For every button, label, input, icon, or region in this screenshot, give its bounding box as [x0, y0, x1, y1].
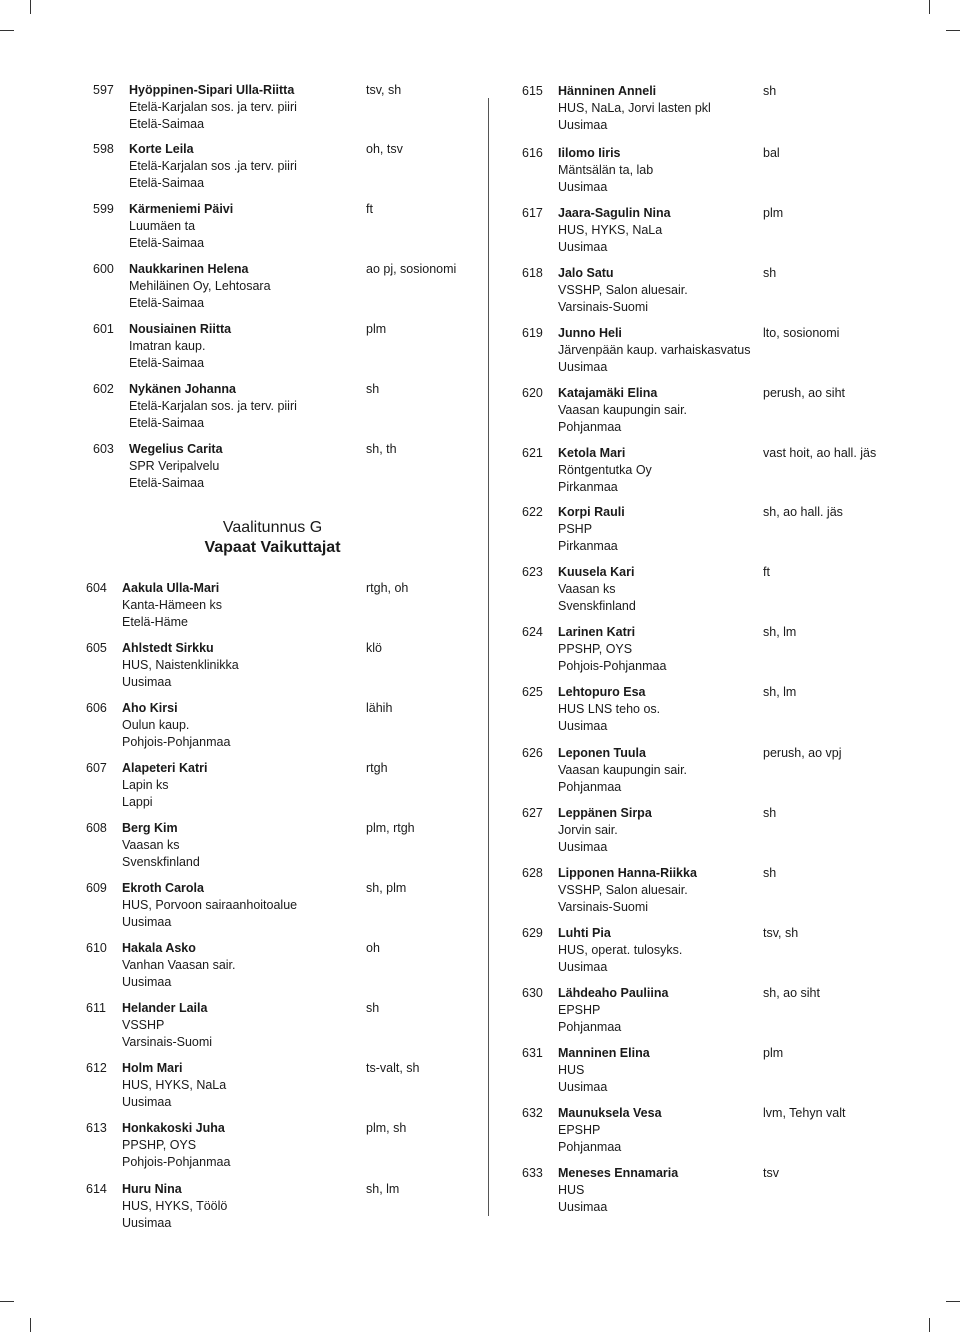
- entry-workplace: HUS, Naistenklinikka: [122, 658, 239, 672]
- entry-region: Etelä-Saimaa: [129, 416, 205, 430]
- entry-number: 629: [522, 926, 543, 940]
- entry-workplace: Mehiläinen Oy, Lehtosara: [129, 279, 271, 293]
- entry-name: Meneses Ennamaria: [558, 1166, 679, 1180]
- entry-workplace: PSHP: [558, 522, 593, 536]
- entry-role: sh, th: [366, 442, 397, 456]
- entry-role: sh, lm: [763, 685, 797, 699]
- entry-role: oh: [366, 941, 380, 955]
- entry-workplace: HUS, operat. tulosyks.: [558, 943, 683, 957]
- entry-role: sh: [763, 266, 777, 280]
- entry-region: Uusimaa: [122, 915, 172, 929]
- entry-workplace: Etelä-Karjalan sos. ja terv. piiri: [129, 100, 297, 114]
- entry-workplace: Vaasan kaupungin sair.: [558, 763, 688, 777]
- entry-role: lähih: [366, 701, 393, 715]
- entry-name: Ahlstedt Sirkku: [122, 641, 214, 655]
- entry-role: bal: [763, 146, 780, 160]
- entry-workplace: EPSHP: [558, 1123, 601, 1137]
- entry-number: 610: [86, 941, 107, 955]
- entry-name: Hakala Asko: [122, 941, 196, 955]
- entry-region: Uusimaa: [122, 1095, 172, 1109]
- entry-role: sh, lm: [366, 1182, 400, 1196]
- entry-workplace: HUS, HYKS, NaLa: [558, 223, 663, 237]
- entry-workplace: Lapin ks: [122, 778, 169, 792]
- entry-role: sh: [366, 1001, 380, 1015]
- entry-number: 627: [522, 806, 543, 820]
- entry-region: Uusimaa: [558, 360, 608, 374]
- entry-workplace: EPSHP: [558, 1003, 601, 1017]
- entry-region: Uusimaa: [558, 840, 608, 854]
- entry-name: Junno Heli: [558, 326, 622, 340]
- entry-name: Aakula Ulla-Mari: [122, 581, 220, 595]
- entry-workplace: Vaasan ks: [558, 582, 616, 596]
- entry-workplace: HUS, HYKS, NaLa: [122, 1078, 227, 1092]
- entry-role: ft: [763, 565, 770, 579]
- entry-role: lto, sosionomi: [763, 326, 840, 340]
- entry-number: 599: [93, 202, 114, 216]
- entry-number: 609: [86, 881, 107, 895]
- entry-region: Uusimaa: [558, 180, 608, 194]
- entry-number: 624: [522, 625, 543, 639]
- entry-workplace: Röntgentutka Oy: [558, 463, 652, 477]
- entry-name: Lähdeaho Pauliina: [558, 986, 669, 1000]
- entry-role: plm, rtgh: [366, 821, 415, 835]
- entry-number: 630: [522, 986, 543, 1000]
- entry-role: tsv, sh: [366, 83, 402, 97]
- entry-role: sh: [763, 84, 777, 98]
- entry-region: Uusimaa: [122, 675, 172, 689]
- entry-name: Aho Kirsi: [122, 701, 178, 715]
- entry-number: 619: [522, 326, 543, 340]
- entry-name: Korpi Rauli: [558, 505, 625, 519]
- entry-name: Leponen Tuula: [558, 746, 646, 760]
- entry-region: Etelä-Saimaa: [129, 356, 205, 370]
- entry-name: Naukkarinen Helena: [129, 262, 249, 276]
- entry-region: Pohjois-Pohjanmaa: [558, 659, 667, 673]
- entry-role: rtgh: [366, 761, 388, 775]
- entry-region: Uusimaa: [558, 240, 608, 254]
- entry-name: Jaara-Sagulin Nina: [558, 206, 671, 220]
- entry-workplace: HUS, NaLa, Jorvi lasten pkl: [558, 101, 711, 115]
- entry-name: Ekroth Carola: [122, 881, 204, 895]
- entry-region: Pohjanmaa: [558, 1020, 622, 1034]
- entry-name: Manninen Elina: [558, 1046, 650, 1060]
- entry-workplace: Etelä-Karjalan sos. ja terv. piiri: [129, 399, 297, 413]
- entry-workplace: PPSHP, OYS: [558, 642, 633, 656]
- entry-region: Uusimaa: [558, 1200, 608, 1214]
- entry-role: perush, ao vpj: [763, 746, 842, 760]
- entry-role: ao pj, sosionomi: [366, 262, 457, 276]
- entry-name: Wegelius Carita: [129, 442, 223, 456]
- entry-region: Etelä-Saimaa: [129, 176, 205, 190]
- entry-region: Etelä-Häme: [122, 615, 188, 629]
- entry-workplace: Vaasan kaupungin sair.: [558, 403, 688, 417]
- entry-role: lvm, Tehyn valt: [763, 1106, 846, 1120]
- entry-number: 598: [93, 142, 114, 156]
- entry-region: Varsinais-Suomi: [558, 900, 649, 914]
- entry-name: Huru Nina: [122, 1182, 182, 1196]
- entry-region: Pohjanmaa: [558, 1140, 622, 1154]
- entry-region: Uusimaa: [558, 960, 608, 974]
- entry-role: oh, tsv: [366, 142, 403, 156]
- entry-workplace: Imatran kaup.: [129, 339, 206, 353]
- entry-role: plm, sh: [366, 1121, 407, 1135]
- crop-mark: [946, 1301, 960, 1302]
- entry-workplace: Järvenpään kaup. varhaiskasvatus: [558, 343, 751, 357]
- entry-number: 628: [522, 866, 543, 880]
- entry-workplace: Luumäen ta: [129, 219, 196, 233]
- entry-region: Etelä-Saimaa: [129, 236, 205, 250]
- entry-workplace: HUS LNS teho os.: [558, 702, 661, 716]
- entry-workplace: HUS, Porvoon sairaanhoitoalue: [122, 898, 298, 912]
- entry-number: 604: [86, 581, 107, 595]
- crop-mark: [929, 0, 930, 14]
- entry-role: tsv, sh: [763, 926, 799, 940]
- entry-role: vast hoit, ao hall. jäs: [763, 446, 877, 460]
- entry-region: Etelä-Saimaa: [129, 476, 205, 490]
- entry-role: plm: [366, 322, 387, 336]
- entry-name: Ketola Mari: [558, 446, 626, 460]
- entry-number: 633: [522, 1166, 543, 1180]
- entry-region: Pirkanmaa: [558, 480, 618, 494]
- entry-number: 620: [522, 386, 543, 400]
- entry-name: Nykänen Johanna: [129, 382, 236, 396]
- entry-region: Uusimaa: [558, 719, 608, 733]
- entry-workplace: VSSHP, Salon aluesair.: [558, 283, 688, 297]
- entry-region: Pohjanmaa: [558, 420, 622, 434]
- entry-number: 597: [93, 83, 114, 97]
- entry-role: ft: [366, 202, 373, 216]
- entry-region: Pohjanmaa: [558, 780, 622, 794]
- entry-name: Maunuksela Vesa: [558, 1106, 662, 1120]
- entry-number: 625: [522, 685, 543, 699]
- entry-number: 626: [522, 746, 543, 760]
- entry-workplace: PPSHP, OYS: [122, 1138, 197, 1152]
- entry-number: 600: [93, 262, 114, 276]
- entry-workplace: VSSHP: [122, 1018, 165, 1032]
- entry-region: Svenskfinland: [122, 855, 200, 869]
- entry-number: 611: [86, 1001, 106, 1015]
- entry-workplace: Vaasan ks: [122, 838, 180, 852]
- entry-name: Honkakoski Juha: [122, 1121, 225, 1135]
- entry-number: 602: [93, 382, 114, 396]
- entry-workplace: Vanhan Vaasan sair.: [122, 958, 236, 972]
- entry-number: 618: [522, 266, 543, 280]
- crop-mark: [929, 1318, 930, 1332]
- entry-region: Uusimaa: [122, 1216, 172, 1230]
- entry-role: sh: [366, 382, 380, 396]
- entry-name: Lipponen Hanna-Riikka: [558, 866, 697, 880]
- entry-workplace: Etelä-Karjalan sos .ja terv. piiri: [129, 159, 297, 173]
- entry-region: Pohjois-Pohjanmaa: [122, 1155, 231, 1169]
- entry-workplace: VSSHP, Salon aluesair.: [558, 883, 688, 897]
- entry-role: ts-valt, sh: [366, 1061, 420, 1075]
- entry-number: 617: [522, 206, 543, 220]
- entry-role: rtgh, oh: [366, 581, 409, 595]
- entry-region: Uusimaa: [122, 975, 172, 989]
- entry-role: sh, ao hall. jäs: [763, 505, 843, 519]
- entry-region: Varsinais-Suomi: [558, 300, 649, 314]
- entry-name: Leppänen Sirpa: [558, 806, 652, 820]
- entry-name: Alapeteri Katri: [122, 761, 208, 775]
- entry-role: sh, plm: [366, 881, 407, 895]
- entry-role: plm: [763, 206, 784, 220]
- entry-role: sh: [763, 806, 777, 820]
- entry-region: Etelä-Saimaa: [129, 117, 205, 131]
- entry-workplace: HUS: [558, 1183, 585, 1197]
- entry-region: Svenskfinland: [558, 599, 636, 613]
- entry-region: Pohjois-Pohjanmaa: [122, 735, 231, 749]
- entry-name: Nousiainen Riitta: [129, 322, 232, 336]
- entry-name: Katajamäki Elina: [558, 386, 658, 400]
- entry-name: Hyöppinen-Sipari Ulla-Riitta: [129, 83, 295, 97]
- entry-name: Korte Leila: [129, 142, 194, 156]
- entry-workplace: Jorvin sair.: [558, 823, 618, 837]
- entry-workplace: Oulun kaup.: [122, 718, 190, 732]
- entry-name: Iilomo Iiris: [558, 146, 621, 160]
- crop-mark: [30, 0, 31, 14]
- section-subtitle: Vaalitunnus G: [222, 519, 323, 536]
- entry-number: 613: [86, 1121, 107, 1135]
- entry-name: Helander Laila: [122, 1001, 208, 1015]
- entry-region: Uusimaa: [558, 1080, 608, 1094]
- entry-number: 601: [93, 322, 114, 336]
- entry-number: 632: [522, 1106, 543, 1120]
- entry-role: klö: [366, 641, 382, 655]
- entry-number: 621: [522, 446, 543, 460]
- entry-workplace: Kanta-Hämeen ks: [122, 598, 223, 612]
- section-heading: [160, 518, 385, 558]
- entry-number: 606: [86, 701, 107, 715]
- entry-number: 616: [522, 146, 543, 160]
- entry-number: 614: [86, 1182, 107, 1196]
- entry-region: Pirkanmaa: [558, 539, 618, 553]
- entry-role: sh: [763, 866, 777, 880]
- entry-name: Luhti Pia: [558, 926, 611, 940]
- entry-number: 605: [86, 641, 107, 655]
- entry-name: Berg Kim: [122, 821, 178, 835]
- entry-number: 631: [522, 1046, 543, 1060]
- crop-mark: [0, 30, 14, 31]
- entry-number: 608: [86, 821, 107, 835]
- entry-workplace: HUS: [558, 1063, 585, 1077]
- entry-name: Lehtopuro Esa: [558, 685, 646, 699]
- entry-role: tsv: [763, 1166, 779, 1180]
- entry-workplace: SPR Veripalvelu: [129, 459, 220, 473]
- crop-mark: [946, 30, 960, 31]
- entry-role: sh, lm: [763, 625, 797, 639]
- entry-region: Etelä-Saimaa: [129, 296, 205, 310]
- entry-name: Kuusela Kari: [558, 565, 635, 579]
- entry-region: Lappi: [122, 795, 153, 809]
- entry-region: Varsinais-Suomi: [122, 1035, 213, 1049]
- entry-number: 622: [522, 505, 543, 519]
- entry-name: Hänninen Anneli: [558, 84, 657, 98]
- entry-region: Uusimaa: [558, 118, 608, 132]
- entry-number: 615: [522, 84, 543, 98]
- entry-workplace: Mäntsälän ta, lab: [558, 163, 654, 177]
- section-title: Vapaat Vaikuttajat: [204, 539, 341, 556]
- column-divider: [488, 98, 489, 1216]
- entry-workplace: HUS, HYKS, Töölö: [122, 1199, 228, 1213]
- entry-name: Larinen Katri: [558, 625, 636, 639]
- entry-number: 612: [86, 1061, 107, 1075]
- entry-name: Jalo Satu: [558, 266, 614, 280]
- entry-number: 623: [522, 565, 543, 579]
- crop-mark: [30, 1318, 31, 1332]
- entry-number: 607: [86, 761, 107, 775]
- entry-name: Kärmeniemi Päivi: [129, 202, 234, 216]
- crop-mark: [0, 1301, 14, 1302]
- entry-name: Holm Mari: [122, 1061, 183, 1075]
- entry-role: perush, ao siht: [763, 386, 845, 400]
- entry-number: 603: [93, 442, 114, 456]
- entry-role: plm: [763, 1046, 784, 1060]
- entry-role: sh, ao siht: [763, 986, 820, 1000]
